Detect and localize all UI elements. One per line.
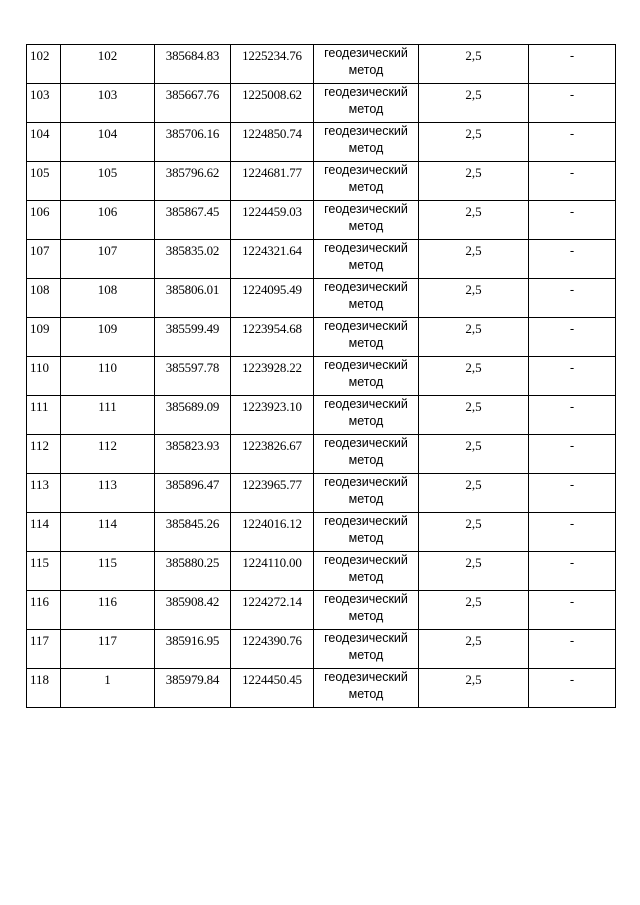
accuracy-cell: 2,5 — [419, 669, 529, 708]
accuracy-cell: 2,5 — [419, 45, 529, 84]
row-number-cell: 112 — [27, 435, 61, 474]
note-cell: - — [529, 357, 616, 396]
point-id-cell: 106 — [61, 201, 155, 240]
x-coordinate-cell: 385896.47 — [155, 474, 231, 513]
coordinates-table — [26, 44, 616, 708]
method-line-2: метод — [348, 687, 384, 701]
method-line-1: геодезический — [324, 163, 408, 177]
accuracy-cell: 2,5 — [419, 201, 529, 240]
point-id-cell: 115 — [61, 552, 155, 591]
table-row — [27, 240, 616, 279]
method-line-1: геодезический — [324, 514, 408, 528]
method-line-2: метод — [348, 219, 384, 233]
point-id-cell: 116 — [61, 591, 155, 630]
note-cell: - — [529, 279, 616, 318]
method-cell — [314, 591, 419, 630]
accuracy-cell: 2,5 — [419, 630, 529, 669]
note-cell: - — [529, 513, 616, 552]
method-line-1: геодезический — [324, 475, 408, 489]
row-number-cell: 105 — [27, 162, 61, 201]
method-line-1: геодезический — [324, 202, 408, 216]
y-coordinate-cell: 1223826.67 — [231, 435, 314, 474]
row-number-cell: 114 — [27, 513, 61, 552]
accuracy-cell: 2,5 — [419, 240, 529, 279]
table-row — [27, 630, 616, 669]
method-cell — [314, 630, 419, 669]
x-coordinate-cell: 385806.01 — [155, 279, 231, 318]
method-line-2: метод — [348, 648, 384, 662]
method-line-2: метод — [348, 297, 384, 311]
note-cell: - — [529, 396, 616, 435]
row-number-cell: 109 — [27, 318, 61, 357]
method-line-1: геодезический — [324, 592, 408, 606]
method-cell — [314, 474, 419, 513]
y-coordinate-cell: 1224681.77 — [231, 162, 314, 201]
table-row — [27, 318, 616, 357]
method-cell — [314, 318, 419, 357]
point-id-cell: 108 — [61, 279, 155, 318]
row-number-cell: 116 — [27, 591, 61, 630]
x-coordinate-cell: 385706.16 — [155, 123, 231, 162]
x-coordinate-cell: 385835.02 — [155, 240, 231, 279]
point-id-cell: 112 — [61, 435, 155, 474]
method-cell — [314, 357, 419, 396]
point-id-cell: 103 — [61, 84, 155, 123]
x-coordinate-cell: 385597.78 — [155, 357, 231, 396]
row-number-cell: 118 — [27, 669, 61, 708]
table-row — [27, 84, 616, 123]
point-id-cell: 105 — [61, 162, 155, 201]
note-cell: - — [529, 45, 616, 84]
method-cell — [314, 279, 419, 318]
method-line-1: геодезический — [324, 85, 408, 99]
method-line-1: геодезический — [324, 397, 408, 411]
row-number-cell: 103 — [27, 84, 61, 123]
row-number-cell: 106 — [27, 201, 61, 240]
x-coordinate-cell: 385845.26 — [155, 513, 231, 552]
row-number-cell: 102 — [27, 45, 61, 84]
table-row — [27, 396, 616, 435]
note-cell: - — [529, 630, 616, 669]
point-id-cell: 102 — [61, 45, 155, 84]
table-row — [27, 279, 616, 318]
y-coordinate-cell: 1224016.12 — [231, 513, 314, 552]
y-coordinate-cell: 1225008.62 — [231, 84, 314, 123]
accuracy-cell: 2,5 — [419, 162, 529, 201]
x-coordinate-cell: 385823.93 — [155, 435, 231, 474]
note-cell: - — [529, 552, 616, 591]
method-line-1: геодезический — [324, 670, 408, 684]
x-coordinate-cell: 385979.84 — [155, 669, 231, 708]
row-number-cell: 111 — [27, 396, 61, 435]
y-coordinate-cell: 1225234.76 — [231, 45, 314, 84]
table-body — [27, 45, 616, 708]
method-line-2: метод — [348, 492, 384, 506]
y-coordinate-cell: 1224450.45 — [231, 669, 314, 708]
x-coordinate-cell: 385880.25 — [155, 552, 231, 591]
y-coordinate-cell: 1223928.22 — [231, 357, 314, 396]
note-cell: - — [529, 591, 616, 630]
table-row — [27, 669, 616, 708]
row-number-cell: 108 — [27, 279, 61, 318]
method-cell — [314, 396, 419, 435]
x-coordinate-cell: 385684.83 — [155, 45, 231, 84]
method-cell — [314, 162, 419, 201]
y-coordinate-cell: 1224390.76 — [231, 630, 314, 669]
y-coordinate-cell: 1224272.14 — [231, 591, 314, 630]
table-row — [27, 201, 616, 240]
method-cell — [314, 513, 419, 552]
y-coordinate-cell: 1224110.00 — [231, 552, 314, 591]
method-line-2: метод — [348, 180, 384, 194]
method-line-1: геодезический — [324, 631, 408, 645]
method-cell — [314, 552, 419, 591]
note-cell: - — [529, 240, 616, 279]
note-cell: - — [529, 435, 616, 474]
x-coordinate-cell: 385908.42 — [155, 591, 231, 630]
method-line-2: метод — [348, 414, 384, 428]
accuracy-cell: 2,5 — [419, 513, 529, 552]
y-coordinate-cell: 1224459.03 — [231, 201, 314, 240]
method-line-1: геодезический — [324, 280, 408, 294]
method-line-1: геодезический — [324, 319, 408, 333]
point-id-cell: 113 — [61, 474, 155, 513]
method-line-1: геодезический — [324, 46, 408, 60]
method-line-2: метод — [348, 570, 384, 584]
point-id-cell: 104 — [61, 123, 155, 162]
row-number-cell: 110 — [27, 357, 61, 396]
method-line-1: геодезический — [324, 124, 408, 138]
note-cell: - — [529, 123, 616, 162]
accuracy-cell: 2,5 — [419, 591, 529, 630]
y-coordinate-cell: 1223965.77 — [231, 474, 314, 513]
point-id-cell: 1 — [61, 669, 155, 708]
x-coordinate-cell: 385599.49 — [155, 318, 231, 357]
accuracy-cell: 2,5 — [419, 474, 529, 513]
y-coordinate-cell: 1223954.68 — [231, 318, 314, 357]
x-coordinate-cell: 385916.95 — [155, 630, 231, 669]
accuracy-cell: 2,5 — [419, 357, 529, 396]
method-line-1: геодезический — [324, 241, 408, 255]
note-cell: - — [529, 84, 616, 123]
point-id-cell: 117 — [61, 630, 155, 669]
accuracy-cell: 2,5 — [419, 552, 529, 591]
method-cell — [314, 435, 419, 474]
method-line-2: метод — [348, 258, 384, 272]
point-id-cell: 107 — [61, 240, 155, 279]
row-number-cell: 104 — [27, 123, 61, 162]
accuracy-cell: 2,5 — [419, 279, 529, 318]
method-line-1: геодезический — [324, 358, 408, 372]
accuracy-cell: 2,5 — [419, 396, 529, 435]
accuracy-cell: 2,5 — [419, 318, 529, 357]
method-line-1: геодезический — [324, 553, 408, 567]
row-number-cell: 117 — [27, 630, 61, 669]
note-cell: - — [529, 162, 616, 201]
table-row — [27, 435, 616, 474]
row-number-cell: 107 — [27, 240, 61, 279]
x-coordinate-cell: 385796.62 — [155, 162, 231, 201]
table-row — [27, 123, 616, 162]
method-line-2: метод — [348, 609, 384, 623]
accuracy-cell: 2,5 — [419, 435, 529, 474]
method-cell — [314, 123, 419, 162]
table-row — [27, 513, 616, 552]
note-cell: - — [529, 318, 616, 357]
accuracy-cell: 2,5 — [419, 123, 529, 162]
method-cell — [314, 201, 419, 240]
method-line-2: метод — [348, 141, 384, 155]
y-coordinate-cell: 1224850.74 — [231, 123, 314, 162]
method-line-2: метод — [348, 453, 384, 467]
y-coordinate-cell: 1224321.64 — [231, 240, 314, 279]
x-coordinate-cell: 385689.09 — [155, 396, 231, 435]
method-line-2: метод — [348, 336, 384, 350]
method-line-2: метод — [348, 63, 384, 77]
method-line-1: геодезический — [324, 436, 408, 450]
method-cell — [314, 84, 419, 123]
method-cell — [314, 45, 419, 84]
note-cell: - — [529, 474, 616, 513]
point-id-cell: 109 — [61, 318, 155, 357]
point-id-cell: 110 — [61, 357, 155, 396]
point-id-cell: 111 — [61, 396, 155, 435]
table-row — [27, 591, 616, 630]
note-cell: - — [529, 669, 616, 708]
y-coordinate-cell: 1224095.49 — [231, 279, 314, 318]
y-coordinate-cell: 1223923.10 — [231, 396, 314, 435]
accuracy-cell: 2,5 — [419, 84, 529, 123]
x-coordinate-cell: 385867.45 — [155, 201, 231, 240]
method-cell — [314, 669, 419, 708]
x-coordinate-cell: 385667.76 — [155, 84, 231, 123]
method-cell — [314, 240, 419, 279]
table-row — [27, 474, 616, 513]
note-cell: - — [529, 201, 616, 240]
table-row — [27, 552, 616, 591]
table-row — [27, 162, 616, 201]
method-line-2: метод — [348, 102, 384, 116]
method-line-2: метод — [348, 531, 384, 545]
table-row — [27, 357, 616, 396]
row-number-cell: 115 — [27, 552, 61, 591]
table-row — [27, 45, 616, 84]
method-line-2: метод — [348, 375, 384, 389]
row-number-cell: 113 — [27, 474, 61, 513]
point-id-cell: 114 — [61, 513, 155, 552]
